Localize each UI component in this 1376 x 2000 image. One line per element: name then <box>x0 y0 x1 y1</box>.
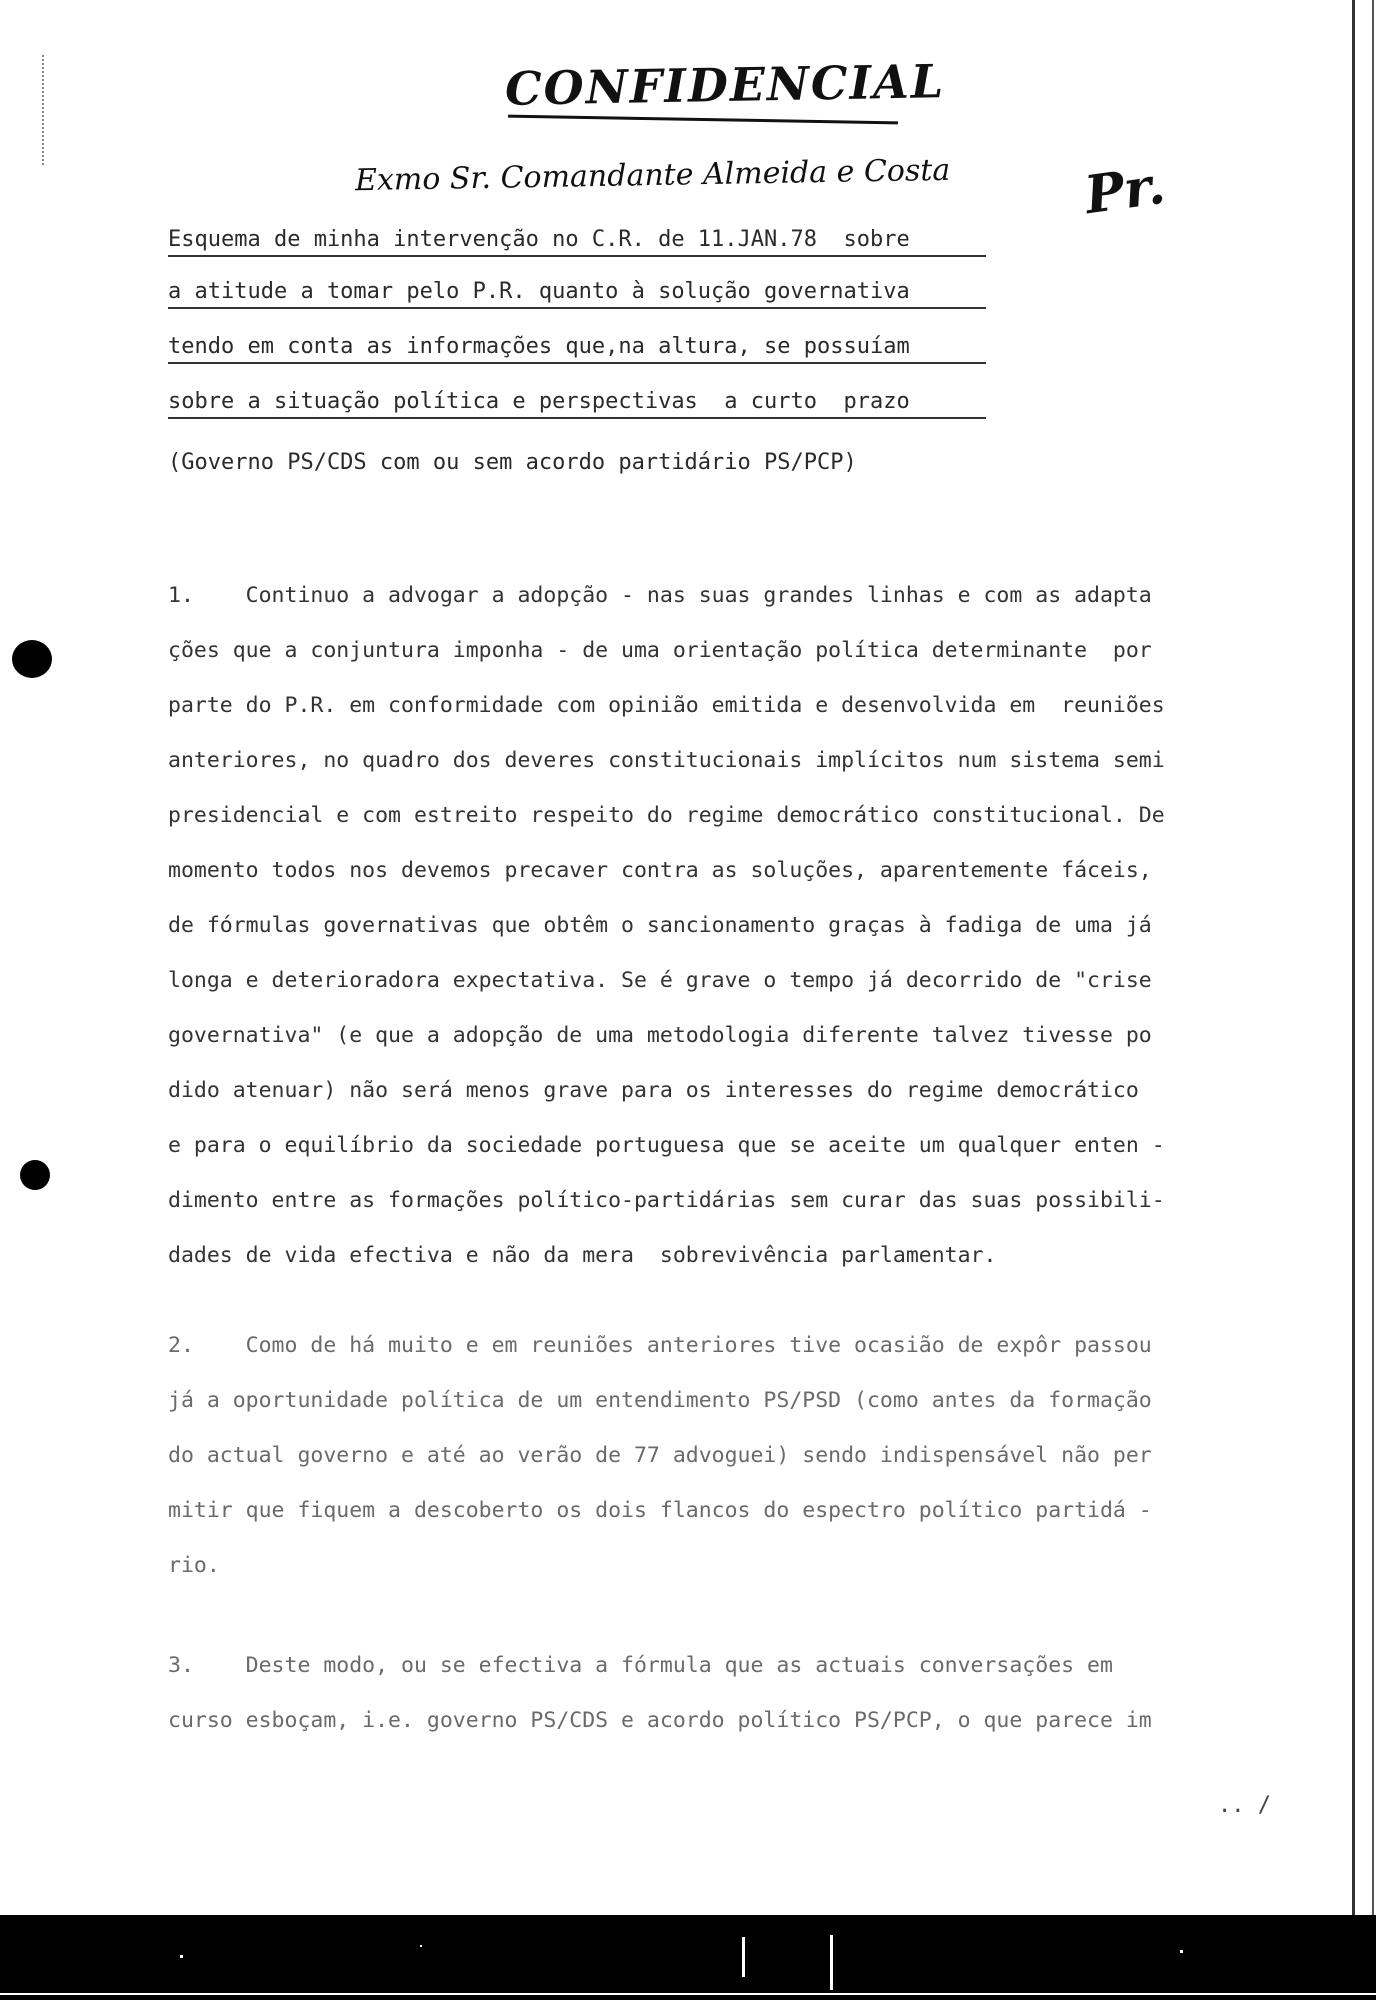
handwritten-addressee: Exmo Sr. Comandante Almeida e Costa <box>354 152 951 199</box>
scan-edge-line <box>1352 0 1355 1920</box>
paragraph-1-line: dimento entre as formações político-partidárias sem curar das suas possibili- <box>168 1188 1165 1213</box>
paragraph-2-line: rio. <box>168 1553 220 1578</box>
paragraph-1-line: parte do P.R. em conformidade com opinião emitida e desenvolvida em reuniões <box>168 693 1165 718</box>
paragraph-1-line: e para o equilíbrio da sociedade portuguesa que se aceite um qualquer enten - <box>168 1133 1165 1158</box>
subject-line: tendo em conta as informações que,na altura, se possuíam <box>168 332 986 364</box>
scan-edge-marks <box>42 55 46 165</box>
paragraph-2-line: mitir que fiquem a descoberto os dois flancos do espectro político partidá - <box>168 1498 1152 1523</box>
ink-blot <box>12 640 52 678</box>
confidential-stamp: CONFIDENCIAL <box>504 54 946 116</box>
paragraph-1-line: longa e deterioradora expectativa. Se é grave o tempo já decorrido de "crise <box>168 968 1152 993</box>
paragraph-1-line: presidencial e com estreito respeito do regime democrático constitucional. De <box>168 803 1165 828</box>
ink-blot <box>20 1160 50 1190</box>
paragraph-1-line: anteriores, no quadro dos deveres constitucionais implícitos num sistema semi <box>168 748 1165 773</box>
stamp-underline <box>508 115 898 125</box>
continuation-mark: .. / <box>1218 1793 1271 1818</box>
scan-bottom-band <box>0 1915 1376 2000</box>
paragraph-1-line: dido atenuar) não será menos grave para os interesses do regime democrático <box>168 1078 1139 1103</box>
subject-line: a atitude a tomar pelo P.R. quanto à solução governativa <box>168 277 986 309</box>
scan-edge-line-outer <box>1372 0 1374 1920</box>
subject-line: sobre a situação política e perspectivas a curto prazo <box>168 387 986 419</box>
subject-line: Esquema de minha intervenção no C.R. de 11.JAN.78 sobre <box>168 225 986 257</box>
paragraph-1-line: de fórmulas governativas que obtêm o sancionamento graças à fadiga de uma já <box>168 913 1152 938</box>
paragraph-1-line: momento todos nos devemos precaver contra as soluções, aparentemente fáceis, <box>168 858 1152 883</box>
handwritten-initials: Pr. <box>1081 154 1169 227</box>
paragraph-1-line: dades de vida efectiva e não da mera sobrevivência parlamentar. <box>168 1243 997 1268</box>
subject-note: (Governo PS/CDS com ou sem acordo partidário PS/PCP) <box>168 450 857 475</box>
paragraph-2-line: 2. Como de há muito e em reuniões anteriores tive ocasião de expôr passou <box>168 1333 1152 1358</box>
paragraph-3-line: curso esboçam, i.e. governo PS/CDS e acordo político PS/PCP, o que parece im <box>168 1708 1152 1733</box>
paragraph-2-line: já a oportunidade política de um entendimento PS/PSD (como antes da formação <box>168 1388 1152 1413</box>
paragraph-3-line: 3. Deste modo, ou se efectiva a fórmula que as actuais conversações em <box>168 1653 1113 1678</box>
paragraph-2-line: do actual governo e até ao verão de 77 advoguei) sendo indispensável não per <box>168 1443 1152 1468</box>
paragraph-1-line: ções que a conjuntura imponha - de uma orientação política determinante por <box>168 638 1152 663</box>
paragraph-1-line: 1. Continuo a advogar a adopção - nas suas grandes linhas e com as adapta <box>168 583 1152 608</box>
paragraph-1-line: governativa" (e que a adopção de uma metodologia diferente talvez tivesse po <box>168 1023 1152 1048</box>
